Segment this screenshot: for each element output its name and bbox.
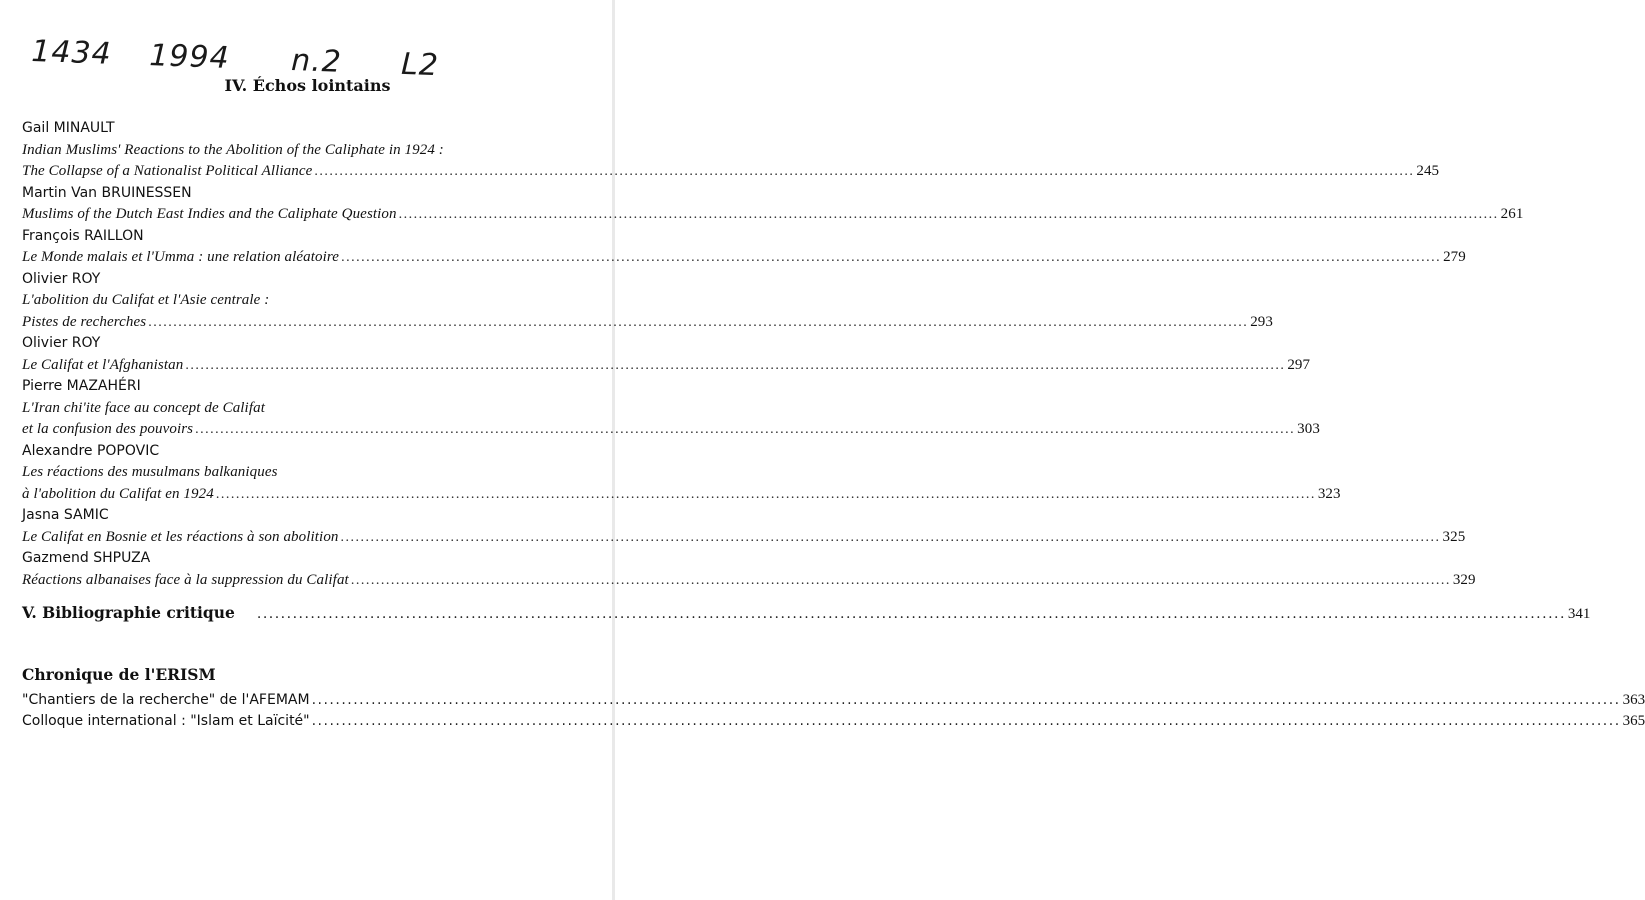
author-name: Martin Van BRUINESSEN — [22, 184, 192, 201]
dot-leader: ............................................................................................................................................................................................................................ — [350, 572, 1451, 588]
author-name: Jasna SAMIC — [22, 507, 109, 523]
entry-title: L'abolition du Califat et l'Asie centrale : — [22, 292, 270, 308]
entry-title: Le Califat en Bosnie et les réactions à son abolition — [22, 528, 339, 545]
dot-leader: ............................................................................................................................................................................................................................ — [311, 692, 1621, 708]
toc-line — [22, 398, 598, 420]
author-name: Alexandre POPOVIC — [22, 442, 160, 459]
page-number: 365 — [1622, 713, 1645, 729]
page-number: 325 — [1442, 528, 1466, 545]
dot-leader: ............................................................................................................................................................................................................................ — [195, 422, 1296, 437]
author-name: François RAILLON — [22, 227, 144, 244]
entry-title: "Chantiers de la recherche" de l'AFEMAM — [22, 692, 310, 708]
page-number: 279 — [1443, 249, 1466, 265]
toc-line — [22, 484, 1341, 506]
bibliography-entry — [22, 603, 1591, 627]
chronique-title: Chronique de l'ERISM — [22, 665, 216, 684]
toc-line — [22, 690, 1645, 711]
author-name: Gazmend SHPUZA — [22, 550, 151, 566]
entry-title: Le Monde malais et l'Umma : une relation aléatoire — [22, 249, 340, 265]
entry-title: et la confusion des pouvoirs — [22, 421, 194, 437]
page-number: 363 — [1622, 692, 1645, 708]
entry-title: Réactions albanaises face à la suppression du Califat — [22, 571, 349, 588]
chronique-list — [22, 690, 1645, 732]
entry-title: Colloque international : "Islam et Laïcité" — [22, 713, 310, 729]
toc-line — [22, 290, 598, 312]
toc-line — [22, 161, 1440, 183]
dot-leader: ............................................................................................................................................................................................................................ — [148, 314, 1249, 330]
toc-line — [22, 312, 1273, 334]
page-number: 261 — [1500, 206, 1524, 222]
entry-title: Les réactions des musulmans balkaniques — [22, 464, 278, 480]
toc-line — [22, 419, 1320, 441]
dot-leader: ............................................................................................................................................................................................................................ — [340, 529, 1441, 545]
bibliography-label: V. Bibliographie critique — [22, 603, 235, 622]
author-name: Olivier ROY — [22, 335, 101, 351]
dot-leader: ............................................................................................................................................................................................................................ — [215, 486, 1316, 502]
entry-title: Le Califat et l'Afghanistan — [22, 356, 184, 373]
entry-title: Pistes de recherches — [22, 313, 147, 330]
page-number: 329 — [1452, 571, 1476, 588]
entry-title: The Collapse of a Nationalist Political Alliance — [22, 163, 313, 179]
author-name: Gail MINAULT — [22, 120, 115, 136]
page-number: 293 — [1250, 313, 1273, 330]
dot-leader: ............................................................................................................................................................................................................................ — [256, 606, 1566, 622]
dot-leader: ............................................................................................................................................................................................................................ — [185, 357, 1286, 373]
toc-line — [22, 527, 1466, 549]
page-number: 245 — [1416, 163, 1440, 179]
page-number: 323 — [1317, 485, 1341, 502]
toc-line — [22, 204, 1524, 226]
table-of-contents — [22, 118, 1524, 591]
section-title: IV. Échos lointains — [224, 76, 391, 95]
handwritten-code: L2 — [400, 46, 440, 84]
page-edge — [612, 0, 615, 900]
handwritten-number: 1434 — [30, 34, 113, 72]
toc-line — [22, 711, 1645, 732]
page-number: 341 — [1567, 606, 1591, 622]
dot-leader: ............................................................................................................................................................................................................................ — [311, 713, 1621, 729]
dot-leader: ............................................................................................................................................................................................................................ — [314, 164, 1415, 179]
entry-title: L'Iran chi'ite face au concept de Califat — [22, 399, 265, 416]
toc-line — [22, 570, 1476, 592]
author-name: Pierre MAZAHÉRI — [22, 378, 141, 394]
handwritten-issue: n.2 — [290, 43, 343, 80]
toc-line — [22, 462, 598, 484]
page-number: 297 — [1287, 356, 1311, 373]
entry-title: Muslims of the Dutch East Indies and the Caliphate Question — [22, 206, 397, 222]
dot-leader: ............................................................................................................................................................................................................................ — [341, 250, 1442, 265]
toc-line — [22, 140, 598, 162]
toc-line — [22, 247, 1466, 269]
author-name: Olivier ROY — [22, 270, 101, 287]
page-number: 303 — [1297, 421, 1320, 437]
toc-line — [22, 355, 1311, 377]
dot-leader: ............................................................................................................................................................................................................................ — [398, 207, 1499, 222]
handwritten-year: 1994 — [148, 38, 231, 76]
entry-title: à l'abolition du Califat en 1924 — [22, 485, 214, 502]
entry-title: Indian Muslims' Reactions to the Abolition of the Caliphate in 1924 : — [22, 141, 444, 158]
